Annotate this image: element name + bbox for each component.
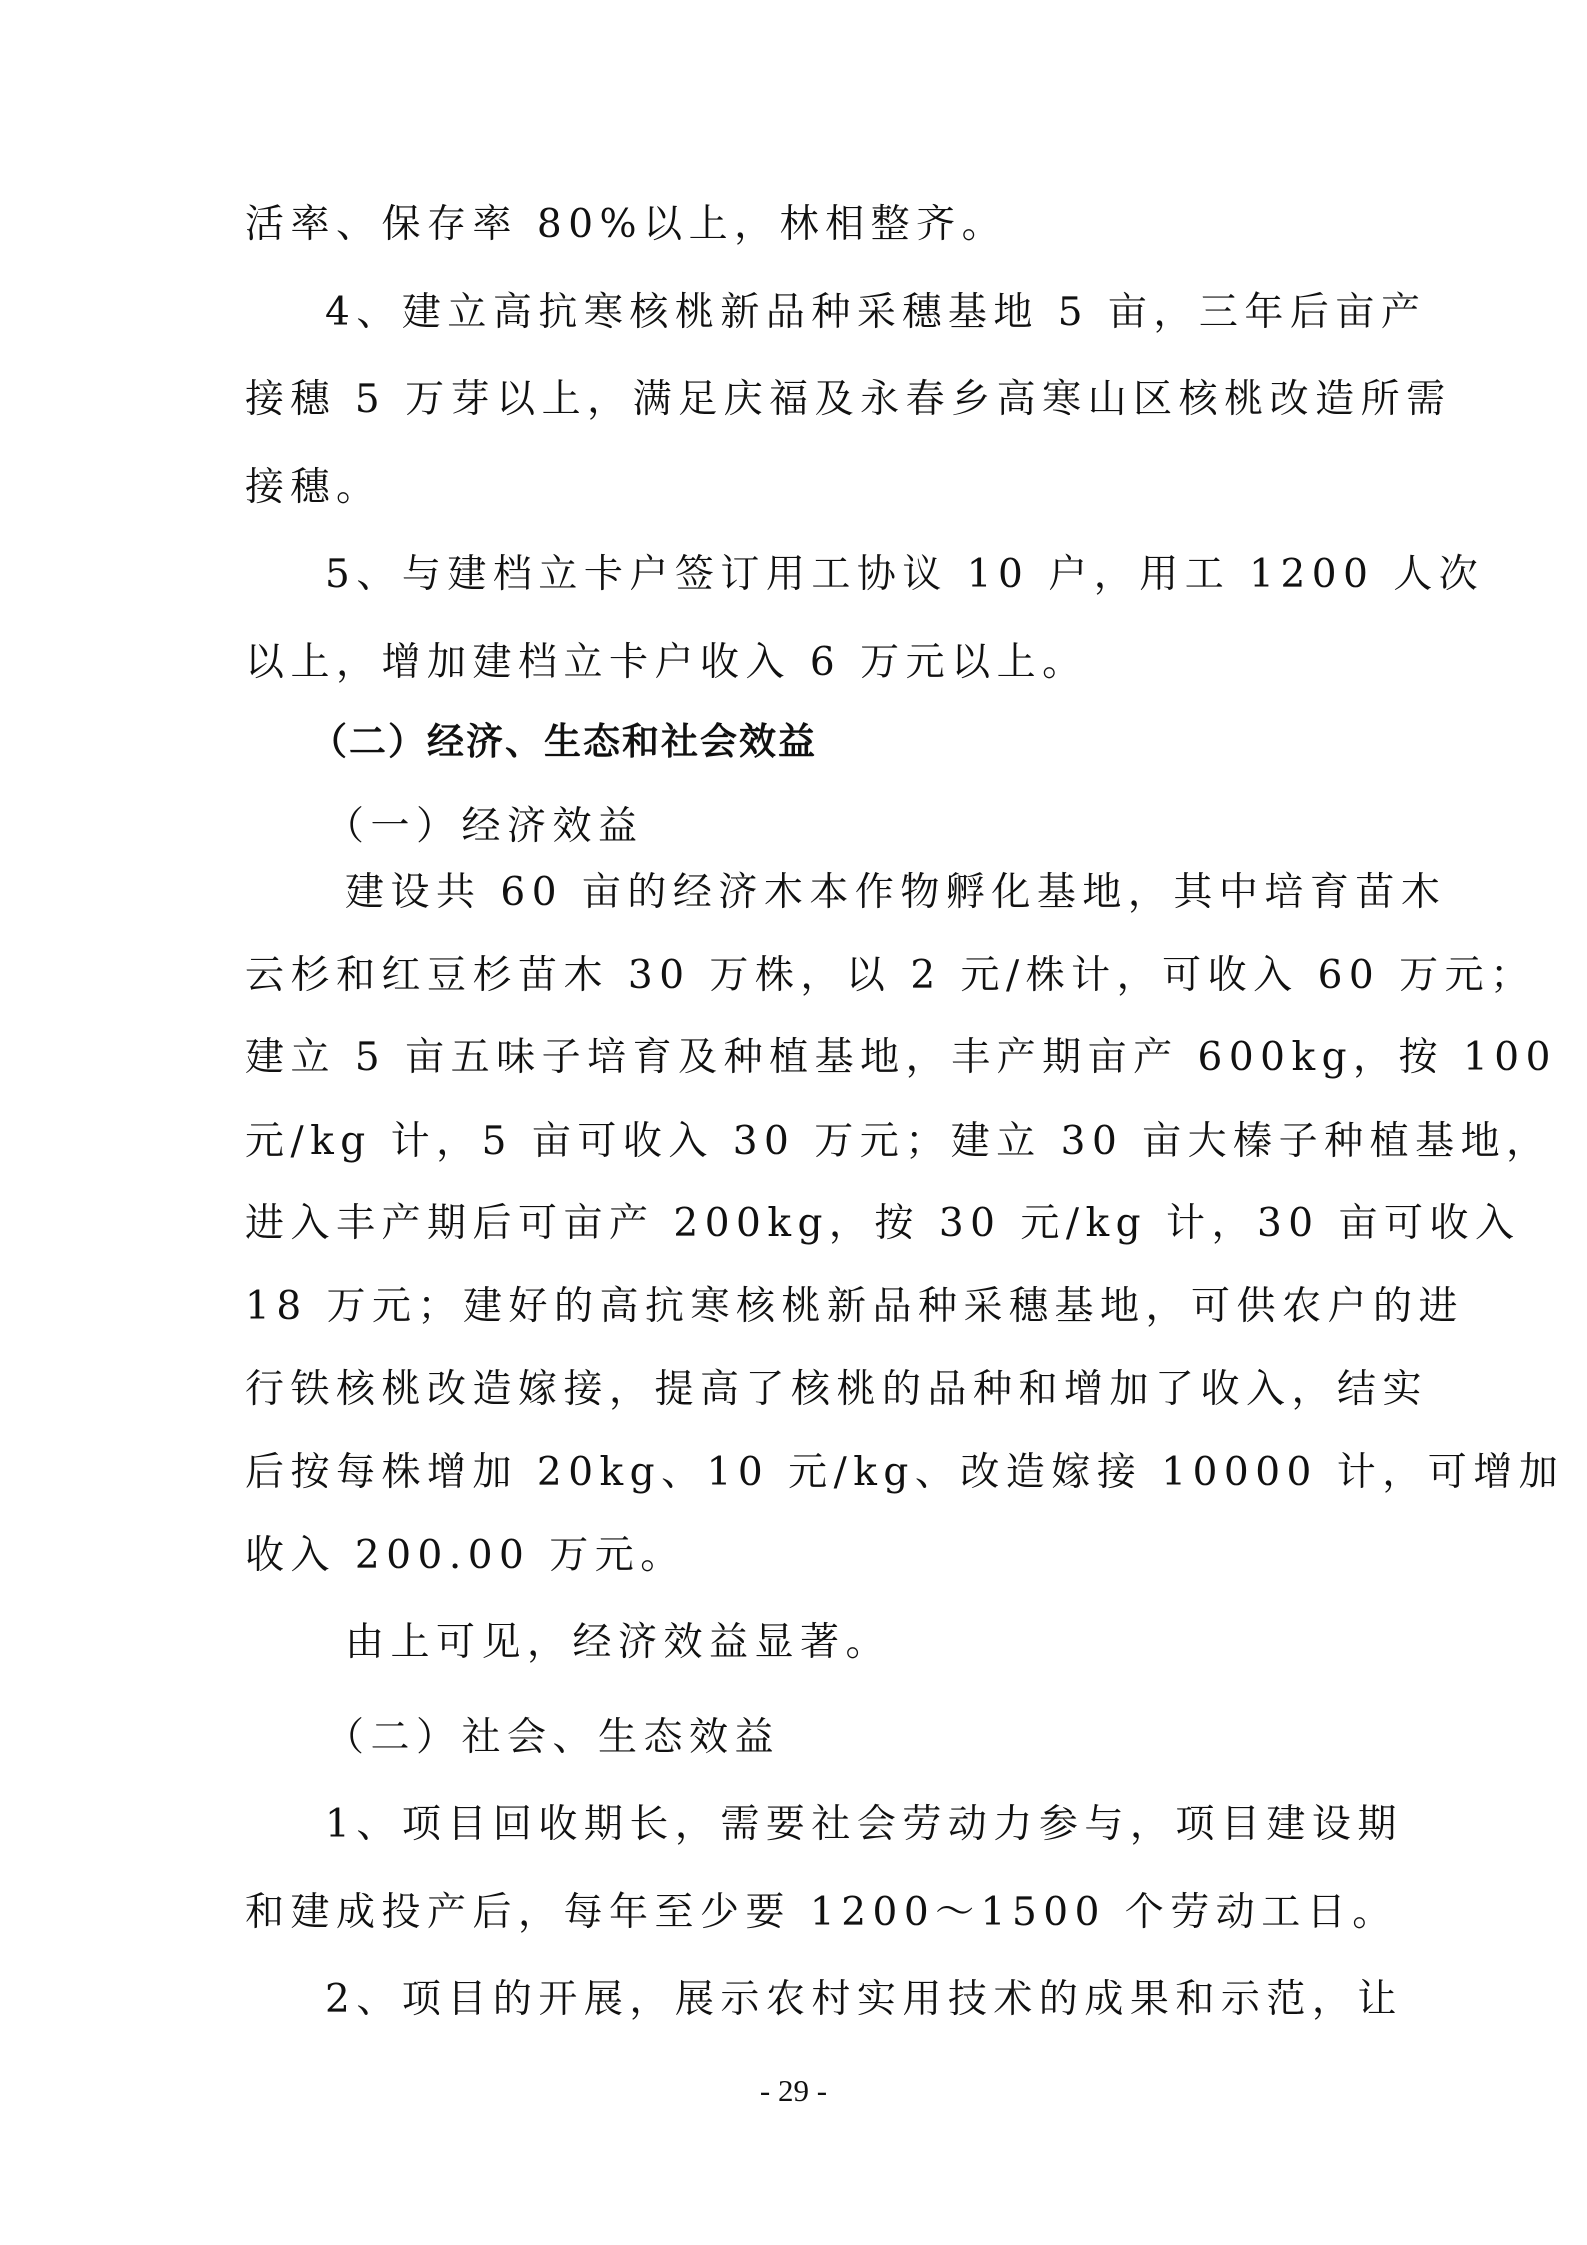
paragraph-line: 收入 200.00 万元。 [245,1533,686,1578]
paragraph-line: 活率、保存率 80%以上，林相整齐。 [245,202,1008,247]
paragraph-line: 以上，增加建档立卡户收入 6 万元以上。 [245,640,1088,685]
paragraph-line: 建立 5 亩五味子培育及种植基地，丰产期亩产 600kg，按 100 [245,1035,1557,1080]
paragraph-line: 由上可见，经济效益显著。 [345,1620,892,1665]
paragraph-line: 4、建立高抗寒核桃新品种采穗基地 5 亩，三年后亩产 [325,290,1427,335]
paragraph-line: 行铁核桃改造嫁接，提高了核桃的品种和增加了收入，结实 [245,1367,1429,1412]
page-number: - 29 - [759,2073,828,2108]
paragraph-line: 后按每株增加 20kg、10 元/kg、改造嫁接 10000 计，可增加 [245,1450,1565,1495]
subsection-heading: （一）经济效益 [325,804,644,849]
paragraph-line: 进入丰产期后可亩产 200kg，按 30 元/kg 计，30 亩可收入 [245,1201,1521,1246]
paragraph-line: 接穗 5 万芽以上，满足庆福及永春乡高寒山区核桃改造所需 [245,377,1452,422]
paragraph-line: 建设共 60 亩的经济木本作物孵化基地，其中培育苗木 [345,870,1447,915]
section-heading: （二）经济、生态和社会效益 [310,720,817,763]
paragraph-line: 云杉和红豆杉苗木 30 万株，以 2 元/株计，可收入 60 万元； [245,953,1536,998]
paragraph-line: 1、项目回收期长，需要社会劳动力参与，项目建设期 [325,1802,1403,1847]
paragraph-line: 元/kg 计，5 亩可收入 30 万元；建立 30 亩大榛子种植基地， [245,1119,1552,1164]
paragraph-line: 2、项目的开展，展示农村实用技术的成果和示范，让 [325,1977,1403,2022]
paragraph-line: 接穗。 [245,465,382,510]
paragraph-line: 5、与建档立卡户签订用工协议 10 户，用工 1200 人次 [325,552,1485,597]
paragraph-line: 和建成投产后，每年至少要 1200～1500 个劳动工日。 [245,1890,1398,1935]
paragraph-line: 18 万元；建好的高抗寒核桃新品种采穗基地，可供农户的进 [245,1284,1465,1329]
subsection-heading: （二）社会、生态效益 [325,1715,781,1760]
